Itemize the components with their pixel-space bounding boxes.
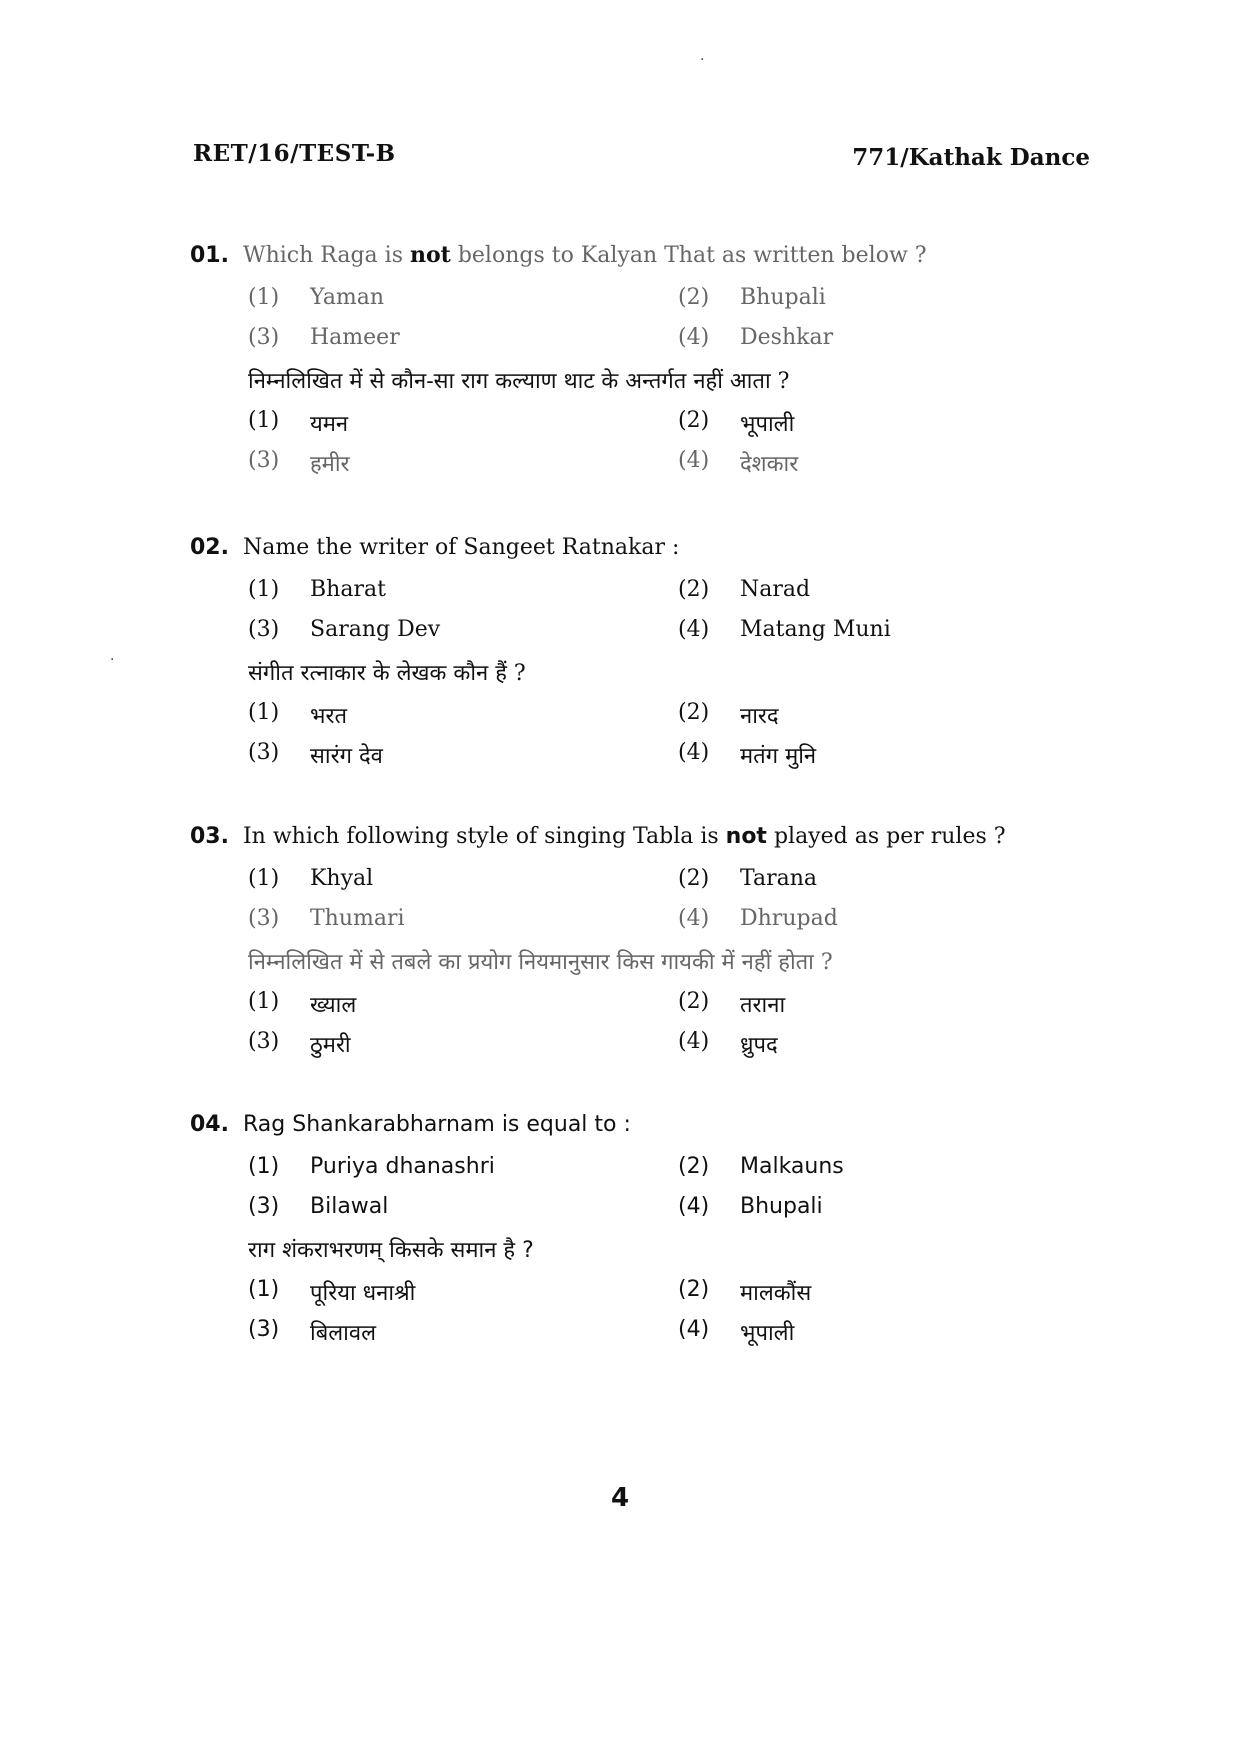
option-3-hindi[interactable]: (3) ठुमरी [248, 1029, 351, 1058]
question-number: 02. [190, 535, 229, 560]
question-number: 04. [190, 1112, 229, 1137]
option-1[interactable]: (1) Puriya dhanashri [248, 1153, 495, 1179]
option-1-hindi[interactable]: (1) यमन [248, 408, 349, 437]
question-3 [190, 822, 1110, 1064]
option-3[interactable]: (3) Thumari [248, 905, 405, 931]
english-options [248, 1146, 1110, 1226]
option-3[interactable]: (3) Bilawal [248, 1193, 389, 1219]
option-4[interactable]: (4) Deshkar [678, 324, 834, 350]
option-2-hindi[interactable]: (2) मालकौंस [678, 1277, 812, 1306]
question-1 [190, 240, 1110, 483]
scan-speck: · [110, 652, 115, 668]
option-4-hindi[interactable]: (4) देशकार [678, 448, 799, 477]
question-4 [190, 1110, 1110, 1352]
question-text-hindi: राग शंकराभरणम् किसके समान है ? [248, 1238, 534, 1263]
hindi-options [248, 1272, 1110, 1352]
hindi-options [248, 695, 1110, 775]
option-2[interactable]: (2) Tarana [678, 865, 817, 891]
option-4[interactable]: (4) Matang Muni [678, 616, 891, 642]
option-3-hindi[interactable]: (3) बिलावल [248, 1317, 377, 1346]
option-4-hindi[interactable]: (4) भूपाली [678, 1317, 795, 1346]
question-text-english: 04. Rag Shankarabharnam is equal to : [190, 1112, 631, 1137]
option-2[interactable]: (2) Malkauns [678, 1153, 844, 1179]
question-number: 03. [190, 824, 229, 849]
question-text-hindi: निम्नलिखित में से कौन-सा राग कल्याण थाट के अन्तर्गत नहीं आता ? [248, 369, 790, 394]
subject-title: 771/Kathak Dance [852, 144, 1090, 171]
option-4-hindi[interactable]: (4) ध्रुपद [678, 1029, 778, 1058]
option-1-hindi[interactable]: (1) पूरिया धनाश्री [248, 1277, 416, 1306]
question-text-hindi: संगीत रत्नाकार के लेखक कौन हैं ? [248, 661, 526, 686]
page-number: 4 [610, 1483, 630, 1513]
exam-code: RET/16/TEST-B [193, 140, 396, 167]
question-text-english: 03. In which following style of singing Tabla is not played as per rules ? [190, 824, 1006, 849]
hindi-options [248, 984, 1110, 1064]
option-1[interactable]: (1) Khyal [248, 865, 374, 891]
option-3[interactable]: (3) Sarang Dev [248, 616, 441, 642]
option-2-hindi[interactable]: (2) तराना [678, 989, 786, 1018]
option-1[interactable]: (1) Bharat [248, 576, 386, 602]
question-text-english: 01. Which Raga is not belongs to Kalyan That as written below ? [190, 242, 927, 268]
option-3-hindi[interactable]: (3) हमीर [248, 448, 350, 477]
hindi-options [248, 403, 1110, 483]
option-2-hindi[interactable]: (2) भूपाली [678, 408, 795, 437]
option-3[interactable]: (3) Hameer [248, 324, 400, 350]
option-4-hindi[interactable]: (4) मतंग मुनि [678, 740, 817, 769]
option-2[interactable]: (2) Narad [678, 576, 811, 602]
option-4[interactable]: (4) Dhrupad [678, 905, 838, 931]
question-number: 01. [190, 243, 229, 268]
option-1-hindi[interactable]: (1) भरत [248, 700, 348, 729]
option-4[interactable]: (4) Bhupali [678, 1193, 823, 1219]
option-1[interactable]: (1) Yaman [248, 284, 385, 310]
scan-speck: · [700, 52, 705, 68]
english-options [248, 277, 1110, 357]
option-3-hindi[interactable]: (3) सारंग देव [248, 740, 383, 769]
option-2-hindi[interactable]: (2) नारद [678, 700, 779, 729]
question-2 [190, 532, 1110, 775]
question-text-hindi: निम्नलिखित में से तबले का प्रयोग नियमानुसार किस गायकी में नहीं होता ? [248, 950, 833, 975]
english-options [248, 858, 1110, 938]
option-1-hindi[interactable]: (1) ख्याल [248, 989, 357, 1018]
question-text-english: 02. Name the writer of Sangeet Ratnakar : [190, 535, 680, 560]
option-2[interactable]: (2) Bhupali [678, 284, 826, 310]
english-options [248, 569, 1110, 649]
